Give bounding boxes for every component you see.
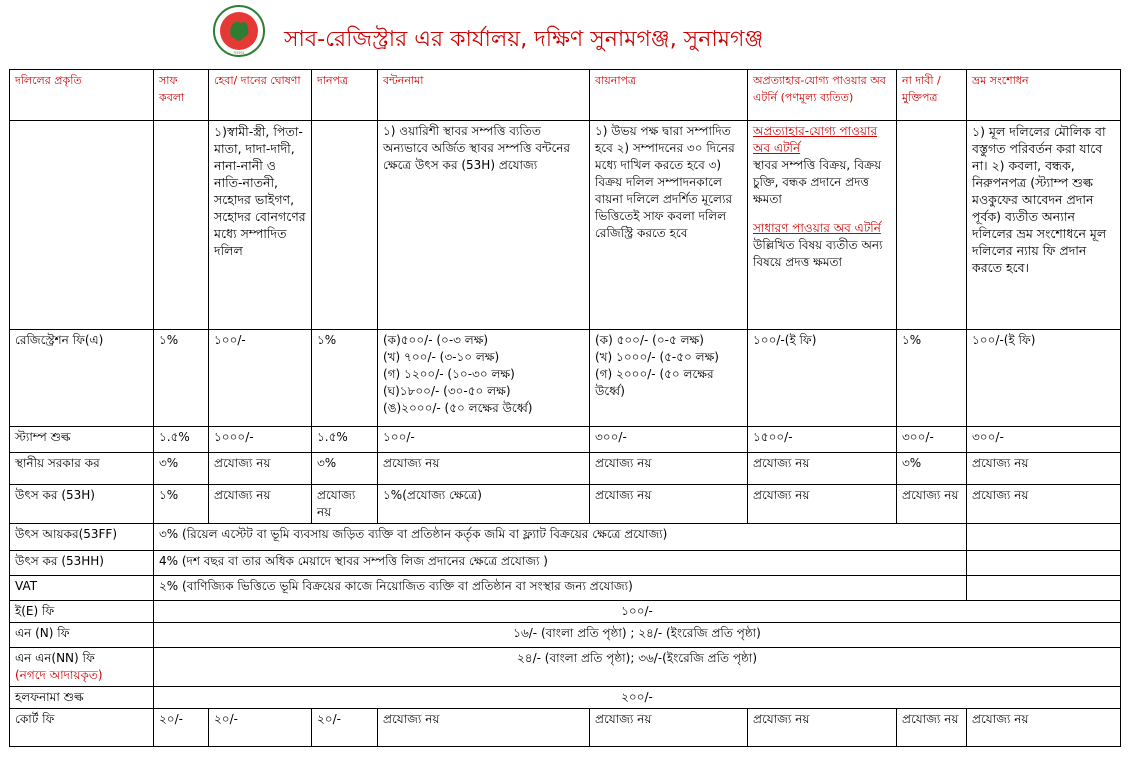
row-label: স্থানীয় সরকার কর [10,453,154,485]
col-header: অপ্রত্যাহার-যোগ্য পাওয়ার অব এটর্নি (পণমূল্য ব্যতিত) [748,70,897,121]
col-header: দানপত্র [312,70,378,121]
e-fee-row: ই(E) ফি ১০০/- [10,601,1121,623]
row-label: স্ট্যাম্প শুল্ক [10,427,154,453]
page-header [0,0,1133,66]
power-description [748,121,897,330]
col-header: বন্টননামা [378,70,590,121]
bayna-fee-slabs: (ক) ৫০০/- (০-৫ লক্ষ) (খ) ১০০০/- (৫-৫০ লক্ষ) (গ) ২০০০/- (৫০ লক্ষের উর্ধ্বে) [590,330,748,427]
stamp-row: স্ট্যাম্প শুল্ক ১.৫% ১০০০/- ১.৫% ১০০/- ৩০০/- ১৫০০/- ৩০০/- ৩০০/- [10,427,1121,453]
description-row [10,121,1121,330]
source-tax-hh-row: উৎস কর (53HH) 4% (দশ বছর বা তার অধিক মেয়াদে স্থাবর সম্পত্তি লিজ প্রদানের ক্ষেত্রে প্রযোজ্য ) [10,551,1121,576]
col-header: সাফ কবলা [154,70,209,121]
power-heading-irrevocable: অপ্রত্যাহার-যোগ্য পাওয়ার অব এটর্নি [753,124,878,155]
registration-row: রেজিস্ট্রেশন ফি(এ) ১% ১০০/- ১% (ক)৫০০/- (০-৩ লক্ষ) (খ) ৭০০/- (৩-১০ লক্ষ) (গ) ১২০০/- (১০-৩০ লক্ষ) (ঘ)১৮০০/- (৩০-৫০ লক্ষ) (ঙ)২০০০/- (৫০ লক্ষের উর্ধ্বে) (ক) ৫০০/- (০-৫ লক্ষ) (খ) ১০০০/- (৫-৫০ লক্ষ) (গ) ২০০০/- (৫০ লক্ষের উর্ধ্বে) ১০০/-(ই ফি) ১% ১০০/-(ই ফি) [10,330,1121,427]
nn-fee-row: এন এন(NN) ফি (নগদে আদায়কৃত) ২৪/- (বাংলা প্রতি পৃষ্ঠা); ৩৬/-(ইংরেজি প্রতি পৃষ্ঠা) [10,648,1121,687]
baynapotro-description: ১) উভয় পক্ষ দ্বারা সম্পাদিত হবে ২) সম্পাদনের ৩০ দিনের মধ্যে দাখিল করতে হবে ৩) বিক্রয় দলিল সম্পাদনকালে বায়না দলিলে প্রদর্শিত মূল্যের ভিত্তিতেই সাফ কবলা দলিল রেজিস্ট্রি করতে হবে [590,121,748,330]
row-label: কোর্ট ফি [10,709,154,747]
power-text-general: উল্লিখিত বিষয় ব্যতীত অন্য বিষয়ে প্রদত্ত ক্ষমতা [753,238,883,269]
row-label: এন এন(NN) ফি (নগদে আদায়কৃত) [10,648,154,687]
row-label: উৎস কর (53H) [10,485,154,524]
income-tax-ff-row: উৎস আয়কর(53FF) ৩% (রিয়েল এস্টেট বা ভূমি ব্যবসায় জড়িত ব্যক্তি বা প্রতিষ্ঠান কর্তৃক জমি বা ফ্ল্যাট বিক্রয়ের ক্ষেত্রে প্রযোজ্য) [10,524,1121,551]
col-header: দলিলের প্রকৃতি [10,70,154,121]
row-label: উৎস আয়কর(53FF) [10,524,154,551]
header-row [10,70,1121,121]
col-header: ভ্রম সংশোধন [967,70,1121,121]
bontonnama-description: ১) ওয়ারিশী স্থাবর সম্পত্তি ব্যতিত অন্যভাবে অর্জিত স্থাবর সম্পত্তি বন্টনের ক্ষেত্রে উৎস কর (53H) প্রযোজ্য [378,121,590,330]
vrom-description: ১) মূল দলিলের মৌলিক বা বস্তুগত পরিবর্তন করা যাবে না। ২) কবলা, বন্ধক, নিরুপনপত্র (স্ট্যাম্প শুল্ক মওকুফের আবেদন প্রদান পূর্বক) ব্যতীত অন্যান দলিলের ভ্রম সংশোধনে মূল দলিলের ন্যায় ফি প্রদান করতে হবে। [967,121,1121,330]
col-header: বায়নাপত্র [590,70,748,121]
row-label: VAT [10,576,154,601]
power-text-irrevocable: স্থাবর সম্পত্তি বিক্রয়, বিক্রয় চুক্তি, বন্ধক প্রদানে প্রদত্ত ক্ষমতা [753,158,882,206]
row-label: ই(E) ফি [10,601,154,623]
government-seal-icon [213,5,265,57]
source-tax-row: উৎস কর (53H) ১% প্রযোজ্য নয় প্রযোজ্য নয় ১%(প্রযোজ্য ক্ষেত্রে) প্রযোজ্য নয় প্রযোজ্য নয় প্রযোজ্য নয় প্রযোজ্য নয় [10,485,1121,524]
n-fee-row: এন (N) ফি ১৬/- (বাংলা প্রতি পৃষ্ঠা) ; ২৪/- (ইংরেজি প্রতি পৃষ্ঠা) [10,623,1121,648]
bonton-fee-slabs: (ক)৫০০/- (০-৩ লক্ষ) (খ) ৭০০/- (৩-১০ লক্ষ) (গ) ১২০০/- (১০-৩০ লক্ষ) (ঘ)১৮০০/- (৩০-৫০ লক্ষ) (ঙ)২০০০/- (৫০ লক্ষের উর্ধ্বে) [378,330,590,427]
row-label: রেজিস্ট্রেশন ফি(এ) [10,330,154,427]
fee-table [9,69,1121,747]
svg-text:সরকার: সরকার [233,50,245,55]
col-header: হেবা/ দানের ঘোষণা [209,70,312,121]
heba-description: ১)স্বামী-স্ত্রী, পিতা-মাতা, দাদা-দাদী, নানা-নানী ও নাতি-নাতনী, সহোদর ভাইগণ, সহোদর বোনগণের মধ্যে সম্পাদিত দলিল [209,121,312,330]
court-fee-row: কোর্ট ফি ২০/- ২০/- ২০/- প্রযোজ্য নয় প্রযোজ্য নয় প্রযোজ্য নয় প্রযোজ্য নয় প্রযোজ্য নয় [10,709,1121,747]
vat-row: VAT ২% (বাণিজ্যিক ভিত্তিতে ভূমি বিক্রয়ের কাজে নিয়োজিত ব্যক্তি বা প্রতিষ্ঠান বা সংস্থার জন্য প্রযোজ্য) [10,576,1121,601]
row-label: এন (N) ফি [10,623,154,648]
row-label: উৎস কর (53HH) [10,551,154,576]
power-heading-general: সাধারণ পাওয়ার অব এটর্নি [753,221,881,235]
row-label: হলফনামা শুল্ক [10,687,154,709]
affidavit-row: হলফনামা শুল্ক ২০০/- [10,687,1121,709]
page-title: সাব-রেজিস্ট্রার এর কার্যালয়, দক্ষিণ সুনামগঞ্জ, সুনামগঞ্জ [284,27,764,52]
col-header: না দাবী / মুক্তিপত্র [897,70,967,121]
local-tax-row: স্থানীয় সরকার কর ৩% প্রযোজ্য নয় ৩% প্রযোজ্য নয় প্রযোজ্য নয় প্রযোজ্য নয় ৩% প্রযোজ্য নয় [10,453,1121,485]
